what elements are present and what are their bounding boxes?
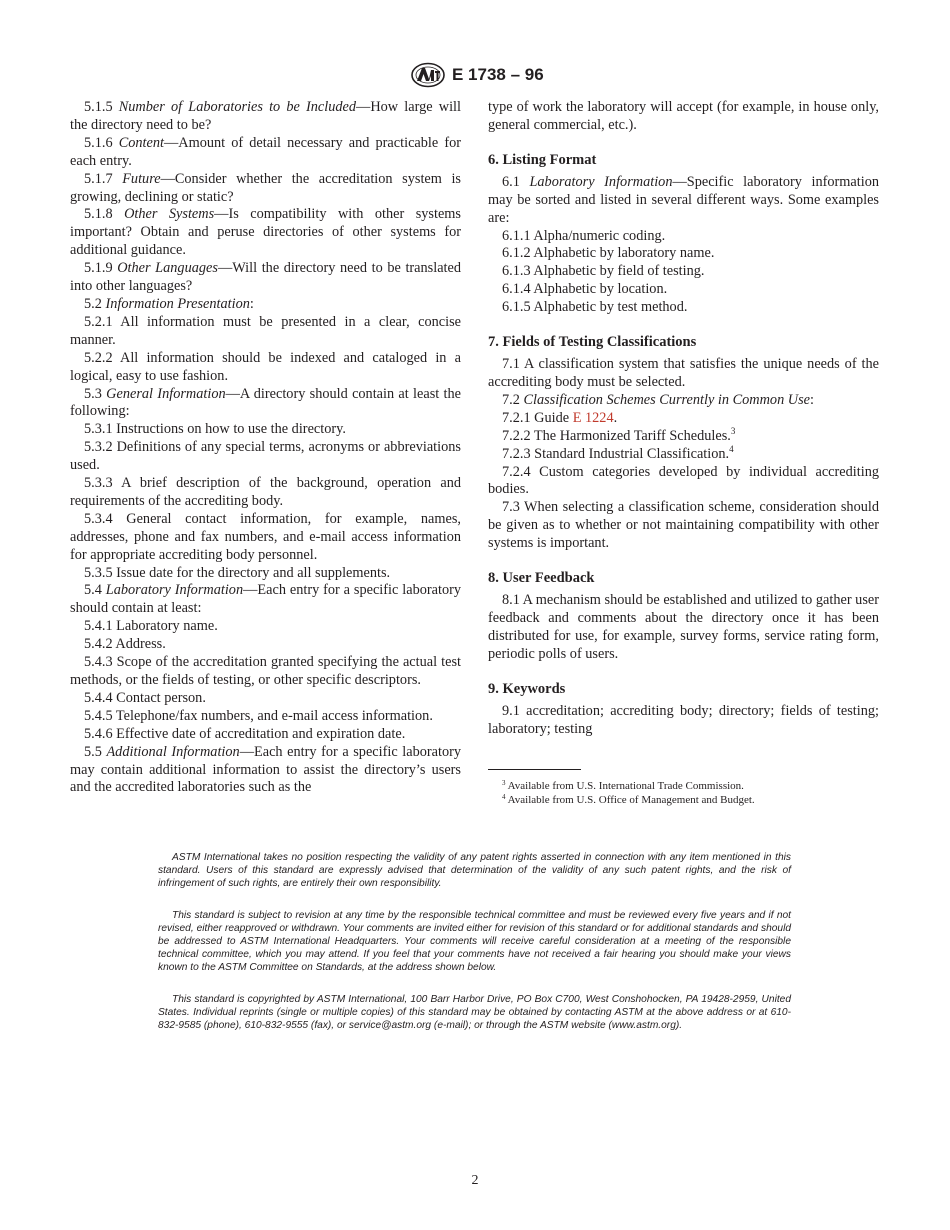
paragraph-9-1: 9.1 accreditation; accrediting body; directory; fields of testing; laboratory; testing bbox=[488, 702, 879, 737]
patent-notice: ASTM International takes no position respecting the validity of any patent rights asserted in connection with any item mentioned in this standard. Users of this standard are expressly advised that determination of the validity of any such patent rights, and the risk of infringement of such rights, are entirely their own responsibility. bbox=[158, 852, 791, 889]
paragraph-6-1: 6.1 Laboratory Information—Specific laboratory information may be sorted and listed in several different ways. Some examples are: bbox=[488, 173, 879, 226]
paragraph-5-1-6: 5.1.6 Content—Amount of detail necessary and practicable for each entry. bbox=[70, 134, 461, 169]
paragraph-5-1-7: 5.1.7 Future—Consider whether the accreditation system is growing, declining or static? bbox=[70, 170, 461, 205]
paragraph-5-4: 5.4 Laboratory Information—Each entry for a specific laboratory should contain at least: bbox=[70, 582, 461, 617]
paragraph-5-3-1: 5.3.1 Instructions on how to use the directory. bbox=[84, 421, 346, 438]
paragraph-5-2-1: 5.2.1 All information must be presented in a clear, concise manner. bbox=[70, 313, 461, 348]
footnote-ref-4: 4 bbox=[729, 443, 734, 454]
paragraph-7-2-2: 7.2.2 The Harmonized Tariff Schedules.$^3$ bbox=[502, 425, 736, 444]
paragraph-6-1-1: 6.1.1 Alpha/numeric coding. bbox=[502, 227, 666, 244]
left-column bbox=[70, 99, 461, 797]
paragraph-7-3: 7.3 When selecting a classification scheme, consideration should be given as to whether or not maintaining compatibility with other systems is important. bbox=[488, 499, 879, 552]
paragraph-5-4-4: 5.4.4 Contact person. bbox=[84, 689, 206, 706]
astm-logo-icon bbox=[410, 62, 446, 88]
footnote-4: $^4$ Available from U.S. Office of Management and Budget. bbox=[502, 792, 755, 806]
paragraph-8-1: 8.1 A mechanism should be established and utilized to gather user feedback and comments about the directory once it has been distributed for use, for example, survey forms, service rating form, periodic polls of users. bbox=[488, 592, 879, 662]
section-heading-6: 6. Listing Format bbox=[488, 151, 597, 168]
paragraph-5-4-2: 5.4.2 Address. bbox=[84, 636, 166, 653]
section-heading-9: 9. Keywords bbox=[488, 680, 566, 697]
paragraph-7-2-3: 7.2.3 Standard Industrial Classification.$^4$ bbox=[502, 443, 734, 462]
paragraph-6-1-3: 6.1.3 Alphabetic by field of testing. bbox=[502, 263, 705, 280]
paragraph-7-1: 7.1 A classification system that satisfies the unique needs of the accrediting body must be selected. bbox=[488, 356, 879, 390]
paragraph-5-4-5: 5.4.5 Telephone/fax numbers, and e-mail access information. bbox=[84, 707, 433, 724]
paragraph-5-4-1: 5.4.1 Laboratory name. bbox=[84, 618, 218, 635]
page-header bbox=[0, 62, 950, 90]
paragraph-7-2: 7.2 Classification Schemes Currently in Common Use: bbox=[502, 391, 815, 408]
guide-e1224-link[interactable]: E 1224 bbox=[572, 409, 614, 426]
footnote-divider bbox=[488, 769, 581, 770]
paragraph-5-3: 5.3 General Information—A directory should contain at least the following: bbox=[70, 385, 462, 420]
paragraph-5-3-3: 5.3.3 A brief description of the background, operation and requirements of the accrediting body. bbox=[70, 475, 461, 509]
section-heading-8: 8. User Feedback bbox=[488, 570, 595, 587]
footnote-ref-3: 3 bbox=[730, 425, 736, 436]
paragraph-7-2-4: 7.2.4 Custom categories developed by individual accrediting bodies. bbox=[488, 463, 879, 498]
section-heading-7: 7. Fields of Testing Classifications bbox=[488, 334, 697, 351]
paragraph-5-1-5: 5.1.5 Number of Laboratories to be Included—How large will the directory need to be? bbox=[70, 99, 461, 133]
paragraph-5-5: 5.5 Additional Information—Each entry for a specific laboratory may contain additional information to assist the directory’s users and the accredited laboratories such as the bbox=[70, 743, 462, 796]
revision-notice: This standard is subject to revision at any time by the responsible technical committee and must be reviewed every five years and if not revised, either reapproved or withdrawn. Your comments are invited either for revision of this standard or for additional standards and should be addressed to ASTM International Headquarters. Your comments will receive careful consideration at a meeting of the responsible technical committee, which you may attend. If you feel that your comments have not received a fair hearing you should make your views known to the ASTM Committee on Standards, at the address shown below. bbox=[158, 910, 791, 973]
paragraph-5-5-continued: type of work the laboratory will accept (for example, in house only, general commercial, etc.). bbox=[488, 99, 879, 133]
paragraph-6-1-5: 6.1.5 Alphabetic by test method. bbox=[502, 299, 688, 316]
paragraph-5-4-6: 5.4.6 Effective date of accreditation and expiration date. bbox=[84, 725, 406, 742]
paragraph-5-3-2: 5.3.2 Definitions of any special terms, acronyms or abbreviations used. bbox=[70, 439, 461, 474]
paragraph-7-2-1: 7.2.1 Guide E 1224. bbox=[502, 409, 618, 426]
paragraph-5-3-5: 5.3.5 Issue date for the directory and all supplements. bbox=[84, 564, 391, 581]
paragraph-5-3-4: 5.3.4 General contact information, for example, names, addresses, phone and fax numbers, and e-mail access information for appropriate accrediting body personnel. bbox=[70, 510, 461, 563]
paragraph-5-2: 5.2 Information Presentation: bbox=[84, 295, 254, 312]
paragraph-5-2-2: 5.2.2 All information should be indexed and cataloged in a logical, easy to use fashion. bbox=[70, 349, 461, 384]
paragraph-6-1-4: 6.1.4 Alphabetic by location. bbox=[502, 281, 668, 298]
standard-designation: E 1738 – 96 bbox=[452, 65, 544, 84]
page-number: 2 bbox=[471, 1173, 479, 1188]
right-column bbox=[488, 99, 879, 807]
paragraph-6-1-2: 6.1.2 Alphabetic by laboratory name. bbox=[502, 245, 715, 262]
paragraph-5-1-8: 5.1.8 Other Systems—Is compatibility with other systems important? Obtain and peruse directories of other systems for additional guidance. bbox=[70, 206, 461, 259]
paragraph-5-1-9: 5.1.9 Other Languages—Will the directory need to be translated into other languages? bbox=[70, 260, 462, 295]
copyright-notice: This standard is copyrighted by ASTM International, 100 Barr Harbor Drive, PO Box C700, West Conshohocken, PA 19428-2959, United States. Individual reprints (single or multiple copies) of this standard may be obtained by contacting ASTM at the above address or at 610-832-9585 (phone), 610-832-9555 (fax), or service@astm.org (e-mail); or through the ASTM website (www.astm.org). bbox=[158, 994, 791, 1031]
paragraph-5-4-3: 5.4.3 Scope of the accreditation granted specifying the actual test methods, or the fields of testing, or other specific descriptors. bbox=[70, 654, 461, 688]
footnote-3: $^3$ Available from U.S. International Trade Commission. bbox=[502, 779, 744, 793]
